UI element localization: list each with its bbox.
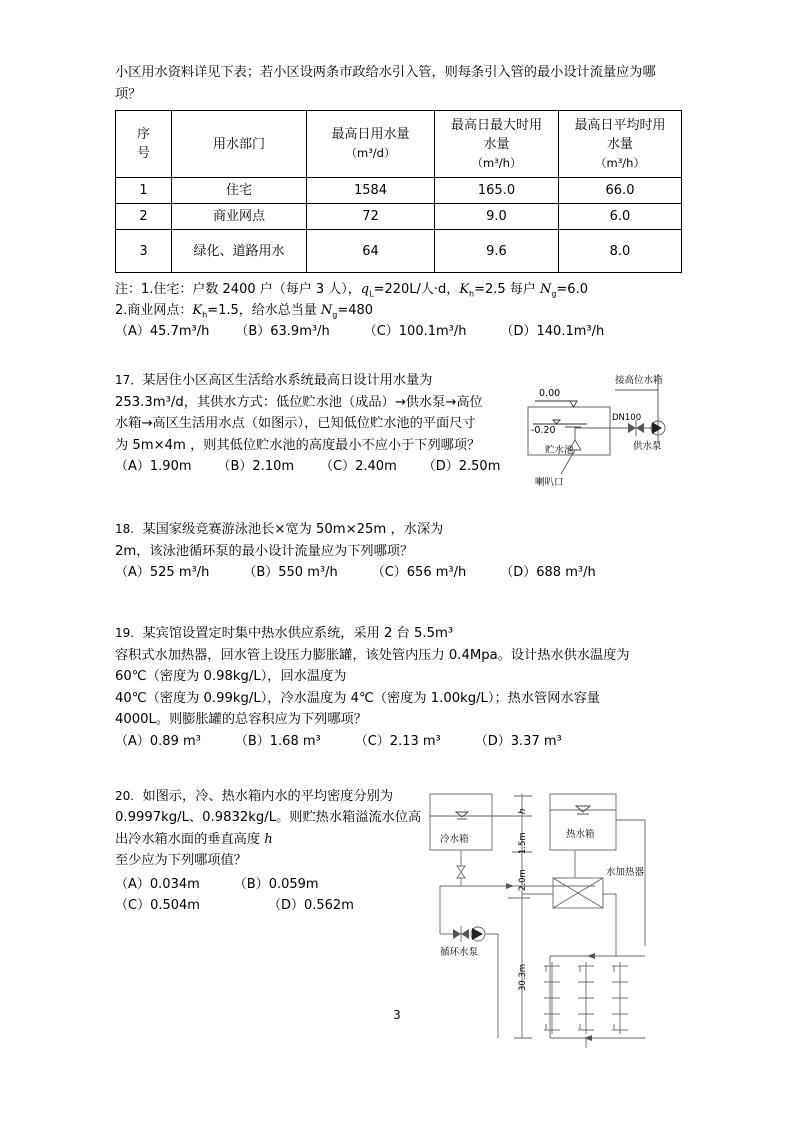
table-row	[116, 204, 682, 230]
q17-options-row	[115, 456, 501, 477]
water-usage-table	[115, 110, 682, 273]
question-17-text	[115, 370, 501, 477]
cell-no: 3	[116, 230, 172, 273]
figure-20-label-hot-tank: 热水箱	[566, 828, 595, 840]
q17-line-1: 17．某居住小区高区生活给水系统最高日设计用水量为	[115, 373, 433, 388]
question-20	[115, 786, 685, 991]
column-header-department: 用水部门	[172, 111, 307, 178]
q19-option-c[interactable]: （C）2.13 m³	[354, 733, 441, 749]
q19-line-5: 4000L。则膨胀罐的总容积应为下列哪项？	[115, 712, 367, 727]
q20-option-b[interactable]: （B）0.059m	[233, 876, 319, 892]
q20-line-2: 0.9997kg/L、0.9832kg/L。则贮热水箱溢流水位高	[115, 810, 422, 825]
q18-option-b[interactable]: （B）550 m³/h	[243, 565, 338, 580]
figure-17-label-dn100: DN100	[612, 413, 642, 423]
figure-20-label-water-heater: 水加热器	[606, 866, 645, 878]
figure-20-label-cold-tank: 冷水箱	[440, 833, 469, 845]
note-line-2: 2.商业网点：$K_h=1.5$，给水总当量 $N_g=480$	[115, 303, 374, 320]
q20-option-d[interactable]: （D）0.562m	[267, 897, 354, 913]
question-19-text	[115, 623, 681, 752]
q17-line-2: 253.3m³/d，其供水方式：低位贮水池（成品）→供水泵→高位	[115, 394, 483, 410]
q20-line-4: 至少应为下列哪项值？	[115, 853, 247, 868]
q19-options-row	[115, 731, 681, 752]
figure-17-label-level-020: -0.20	[531, 425, 556, 436]
q20-line-3: 出冷水箱水面的垂直高度 h	[115, 831, 273, 847]
q18-line-1: 18. 某国家级竞赛游泳池长×宽为 50m×25m ，水深为	[115, 522, 444, 537]
cell-max-daily: 72	[307, 204, 435, 230]
cell-avg-hourly: 66.0	[559, 178, 682, 204]
q17-option-b[interactable]: （B）2.10m	[217, 459, 295, 474]
cell-max-hourly: 9.0	[435, 204, 559, 230]
table-notes	[115, 279, 685, 342]
notes-options-row	[115, 321, 685, 342]
figure-20-dimension-h: h	[518, 808, 528, 814]
figure-17-svg	[495, 368, 700, 496]
cell-department: 住宅	[172, 178, 307, 204]
page-content	[115, 62, 685, 991]
q19-line-3: 60℃（密度为 0.98kg/L），回水温度为	[115, 669, 347, 684]
q19-option-b[interactable]: （B）1.68 m³	[234, 733, 321, 749]
cell-department: 绿化、道路用水	[172, 230, 307, 273]
cell-max-hourly: 165.0	[435, 178, 559, 204]
figure-20-dimension-1-5m: 1.5m	[518, 831, 528, 854]
intro-paragraph: 小区用水资料详见下表；若小区设两条市政给水引入管，则每条引入管的最小设计流量应为哪项？	[115, 65, 656, 102]
option-b[interactable]: （B）63.9m³/h	[235, 324, 330, 339]
question-17	[115, 370, 685, 488]
figure-17-label-high-tank: 接高位水箱	[615, 375, 663, 386]
figure-20-dimension-2-0m: 2.0m	[518, 868, 528, 891]
q17-line-3: 水箱→高区生活用水点（如图示），已知低位贮水池的平面尺寸	[115, 416, 476, 431]
column-header-max-hourly: 最高日最大时用 水量 （m³/h）	[435, 111, 559, 178]
cell-avg-hourly: 6.0	[559, 204, 682, 230]
q19-option-a[interactable]: （A）0.89 m³	[115, 733, 201, 749]
q19-line-4: 40℃（密度为 0.99kg/L），冷水温度为 4℃（密度为 1.00kg/L）；热水管网水容量	[115, 690, 600, 706]
q19-option-d[interactable]: （D）3.37 m³	[474, 733, 562, 749]
figure-17-label-bellmouth: 喇叭口	[535, 477, 564, 488]
cell-avg-hourly: 8.0	[559, 230, 682, 273]
q18-options-row	[115, 562, 681, 583]
option-a[interactable]: （A）45.7m³/h	[115, 324, 210, 339]
column-header-max-daily: 最高日用水量 （m³/d）	[307, 111, 435, 178]
cell-department: 商业网点	[172, 204, 307, 230]
cell-no: 2	[116, 204, 172, 230]
figure-17-label-pump: 供水泵	[633, 441, 662, 452]
q19-line-2: 容积式水加热器，回水管上设压力膨胀罐，该处管内压力 0.4Mpa。设计热水供水温度为	[115, 647, 630, 663]
q17-option-d[interactable]: （D）2.50m	[422, 459, 501, 474]
cell-max-hourly: 9.6	[435, 230, 559, 273]
q19-line-1: 19. 某宾馆设置定时集中热水供应系统，采用 2 台 5.5m³	[115, 626, 454, 641]
q20-line-1: 20. 如图示，冷、热水箱内水的平均密度分别为	[115, 788, 394, 804]
q18-option-a[interactable]: （A）525 m³/h	[115, 565, 210, 580]
q17-option-a[interactable]: （A）1.90m	[115, 459, 192, 474]
q18-option-d[interactable]: （D）688 m³/h	[500, 565, 596, 580]
figure-20-label-circulation-pump: 循环水泵	[440, 946, 479, 958]
option-d[interactable]: （D）140.1m³/h	[500, 324, 605, 339]
note-line-1: 注：1.住宅：户数 2400 户（每户 3 人），$q_L=220L/$人·d，$K_h=2.5$ 每户 $N_g=6.0$	[115, 282, 588, 299]
figure-20-dimension-30-3m: 30.3m	[518, 963, 528, 991]
q17-option-c[interactable]: （C）2.40m	[320, 459, 397, 474]
figure-17-water-supply-schematic	[495, 368, 700, 498]
table-row	[116, 230, 682, 273]
question-19	[115, 623, 685, 752]
figure-17-label-level-000: 0.00	[539, 388, 561, 399]
q20-option-c[interactable]: （C）0.504m	[115, 897, 200, 913]
cell-no: 1	[116, 178, 172, 204]
q18-option-c[interactable]: （C）656 m³/h	[371, 565, 467, 580]
option-c[interactable]: （C）100.1m³/h	[363, 324, 467, 339]
figure-17-label-tank: 贮水池	[545, 445, 574, 456]
cell-max-daily: 1584	[307, 178, 435, 204]
question-18	[115, 519, 685, 583]
page-number: 3	[393, 1008, 401, 1022]
cell-max-daily: 64	[307, 230, 435, 273]
q18-line-2: 2m，该泳池循环泵的最小设计流量应为下列哪项？	[115, 543, 414, 559]
column-header-no: 序 号	[116, 111, 172, 178]
table-header-row	[116, 111, 682, 178]
q20-option-a[interactable]: （A）0.034m	[115, 876, 200, 892]
q17-line-4: 为 5m×4m ，则其低位贮水池的高度最小不应小于下列哪项？	[115, 437, 481, 453]
column-header-avg-hourly: 最高日平均时用 水量 （m³/h）	[559, 111, 682, 178]
question-18-text	[115, 519, 681, 583]
table-row	[116, 178, 682, 204]
